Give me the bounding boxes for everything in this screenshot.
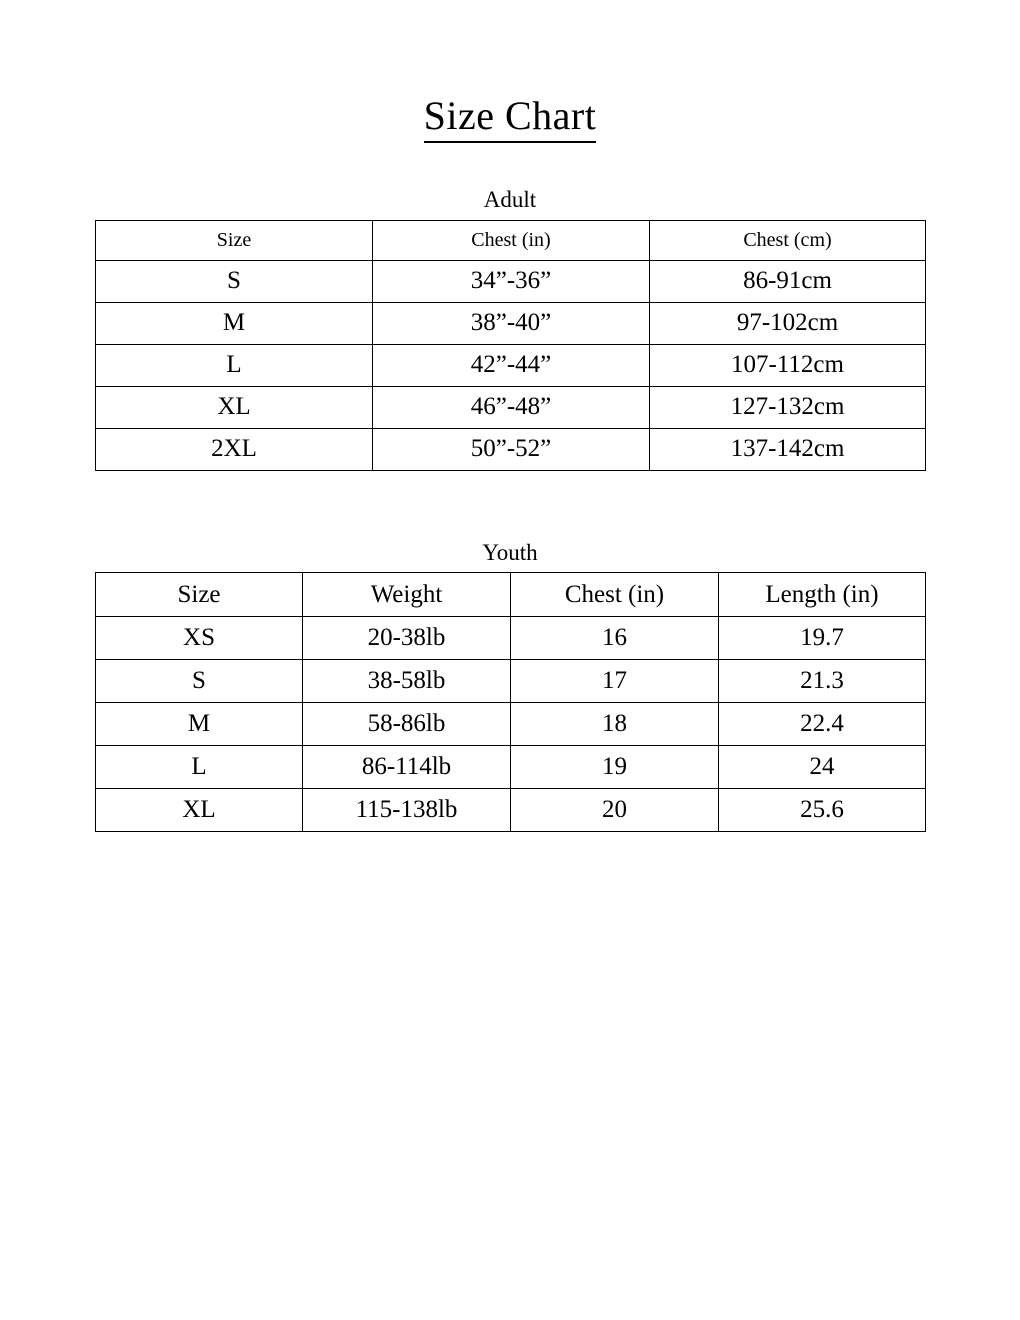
adult-size-table bbox=[95, 220, 926, 471]
table-row bbox=[96, 703, 926, 746]
table-cell: 20-38lb bbox=[303, 617, 511, 660]
table-cell: 18 bbox=[511, 703, 719, 746]
youth-size-table bbox=[95, 572, 926, 832]
table-cell: 38-58lb bbox=[303, 660, 511, 703]
table-cell: 25.6 bbox=[719, 789, 926, 832]
table-cell: 38”-40” bbox=[373, 302, 650, 344]
page-title-text: Size Chart bbox=[424, 93, 597, 143]
table-cell: 115-138lb bbox=[303, 789, 511, 832]
youth-size-section bbox=[95, 539, 925, 833]
table-cell: 17 bbox=[511, 660, 719, 703]
table-cell: L bbox=[96, 746, 303, 789]
table-cell: 19 bbox=[511, 746, 719, 789]
table-cell: 58-86lb bbox=[303, 703, 511, 746]
table-cell: 97-102cm bbox=[650, 302, 926, 344]
table-cell: L bbox=[96, 344, 373, 386]
table-row bbox=[96, 746, 926, 789]
table-cell: M bbox=[96, 703, 303, 746]
column-header: Length (in) bbox=[719, 573, 926, 617]
table-cell: XS bbox=[96, 617, 303, 660]
table-cell: 34”-36” bbox=[373, 260, 650, 302]
table-row bbox=[96, 344, 926, 386]
column-header: Chest (in) bbox=[511, 573, 719, 617]
table-cell: 24 bbox=[719, 746, 926, 789]
table-header-row bbox=[96, 573, 926, 617]
table-row bbox=[96, 260, 926, 302]
table-row bbox=[96, 617, 926, 660]
table-row bbox=[96, 789, 926, 832]
table-cell: 42”-44” bbox=[373, 344, 650, 386]
table-cell: 86-91cm bbox=[650, 260, 926, 302]
table-cell: 107-112cm bbox=[650, 344, 926, 386]
table-cell: S bbox=[96, 260, 373, 302]
table-cell: S bbox=[96, 660, 303, 703]
table-row bbox=[96, 386, 926, 428]
table-cell: 20 bbox=[511, 789, 719, 832]
table-cell: 2XL bbox=[96, 428, 373, 470]
column-header: Size bbox=[96, 220, 373, 260]
table-cell: 22.4 bbox=[719, 703, 926, 746]
table-cell: M bbox=[96, 302, 373, 344]
column-header: Size bbox=[96, 573, 303, 617]
table-row bbox=[96, 660, 926, 703]
column-header: Chest (in) bbox=[373, 220, 650, 260]
table-header-row bbox=[96, 220, 926, 260]
table-cell: XL bbox=[96, 789, 303, 832]
table-cell: 46”-48” bbox=[373, 386, 650, 428]
column-header: Weight bbox=[303, 573, 511, 617]
table-cell: 86-114lb bbox=[303, 746, 511, 789]
column-header: Chest (cm) bbox=[650, 220, 926, 260]
table-cell: 16 bbox=[511, 617, 719, 660]
table-cell: XL bbox=[96, 386, 373, 428]
table-row bbox=[96, 428, 926, 470]
adult-section-caption: Adult bbox=[483, 187, 537, 212]
page-title bbox=[0, 0, 1020, 136]
youth-section-caption: Youth bbox=[482, 539, 538, 565]
table-cell: 19.7 bbox=[719, 617, 926, 660]
adult-size-section bbox=[95, 186, 925, 471]
table-row bbox=[96, 302, 926, 344]
table-cell: 137-142cm bbox=[650, 428, 926, 470]
table-cell: 50”-52” bbox=[373, 428, 650, 470]
table-cell: 127-132cm bbox=[650, 386, 926, 428]
table-cell: 21.3 bbox=[719, 660, 926, 703]
